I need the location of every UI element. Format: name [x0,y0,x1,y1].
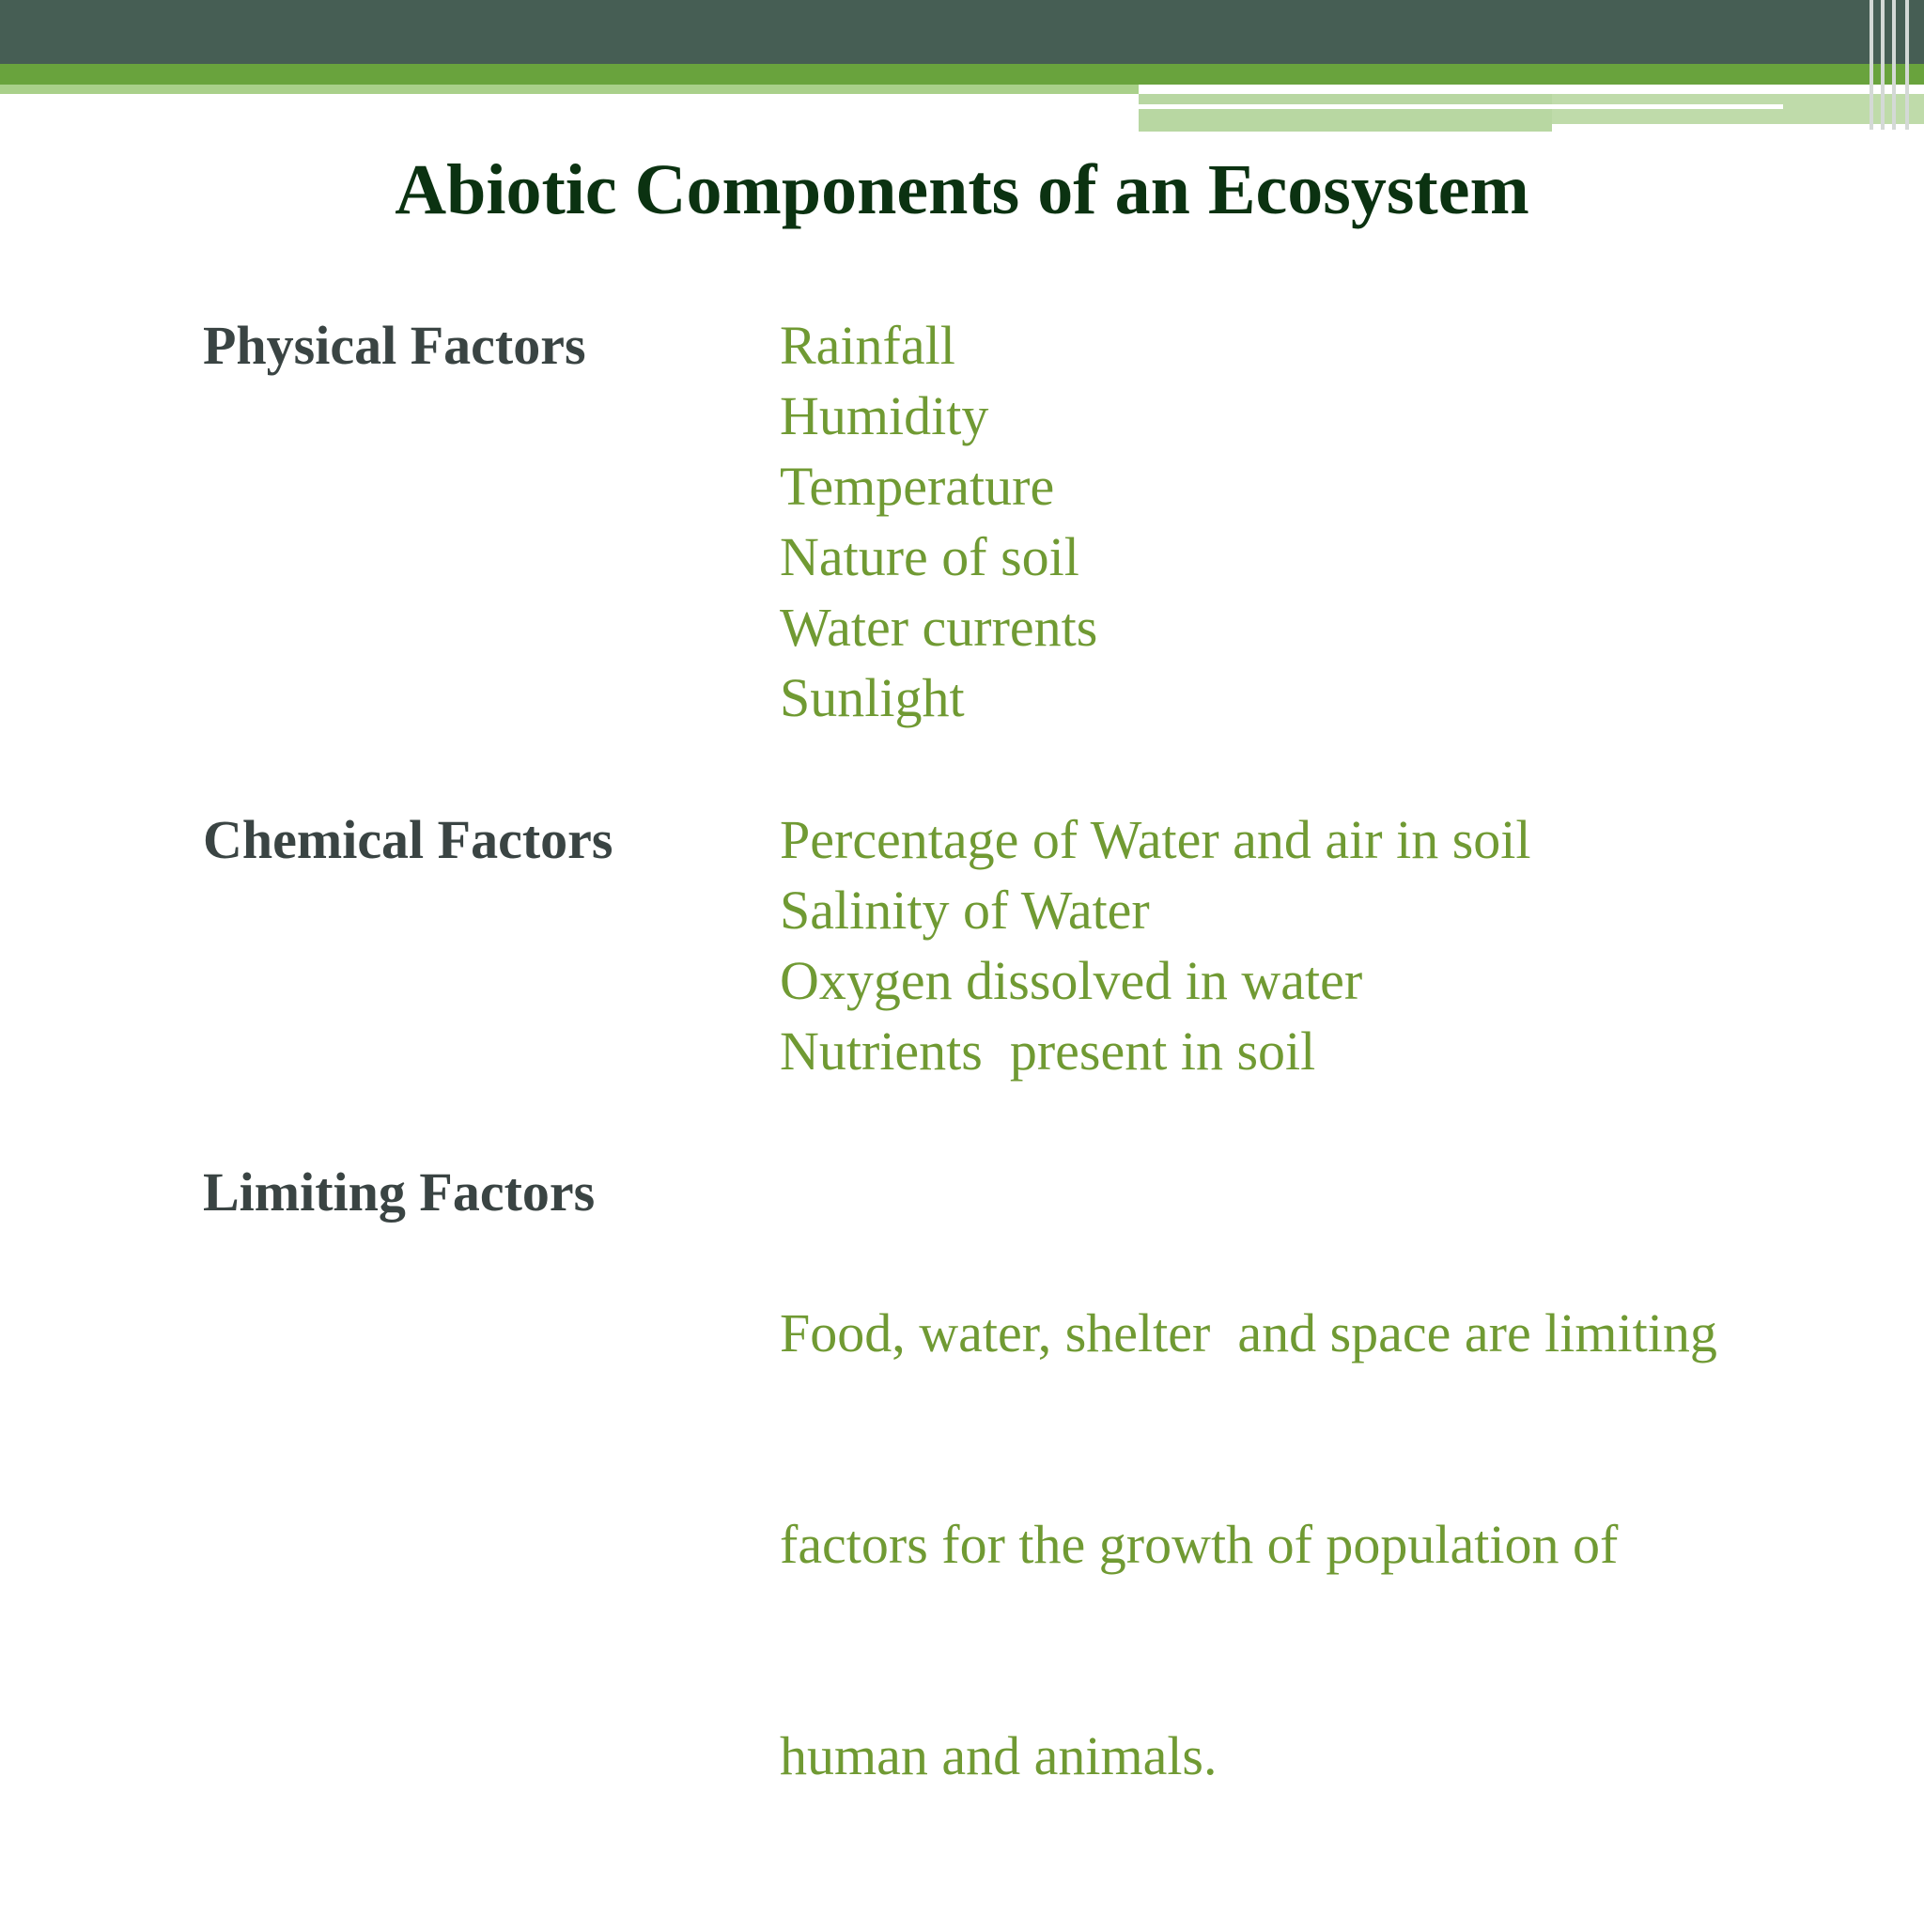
section-label: Chemical Factors [203,809,613,870]
list-item: Nature of soil [780,526,1079,587]
header-band-light-right-end [1552,94,1924,124]
header-band-light-left [0,85,1139,94]
text-line: Food, water, shelter and space are limiting [780,1302,1717,1363]
list-item: Rainfall [780,315,955,376]
list-item: Sunlight [780,667,965,728]
section-label: Physical Factors [203,315,586,376]
header-band-line [1139,104,1783,109]
section-label: Limiting Factors [203,1161,596,1223]
header-band-green [0,64,1924,85]
list-item: Percentage of Water and air in soil [780,809,1531,870]
limiting-factors-description [780,1157,1860,1932]
text-line: human and animals. [780,1725,1218,1786]
slide-title: Abiotic Components of an Ecosystem [395,150,1529,229]
factor-list [780,310,1870,733]
list-item: Temperature [780,456,1055,517]
header-band-light-right [1139,94,1552,132]
text-line: factors for the growth of population of [780,1514,1619,1575]
list-item: Water currents [780,597,1098,658]
list-item: Salinity of Water [780,880,1150,941]
list-item: Humidity [780,385,989,446]
header-stripe [1881,0,1885,130]
header-stripe [1870,0,1873,130]
header-band-dark [0,0,1924,64]
header-stripe [1892,0,1896,130]
list-item: Oxygen dissolved in water [780,950,1363,1011]
factor-list [780,804,1870,1086]
header-stripe [1905,0,1909,130]
list-item: Nutrients present in soil [780,1021,1316,1082]
